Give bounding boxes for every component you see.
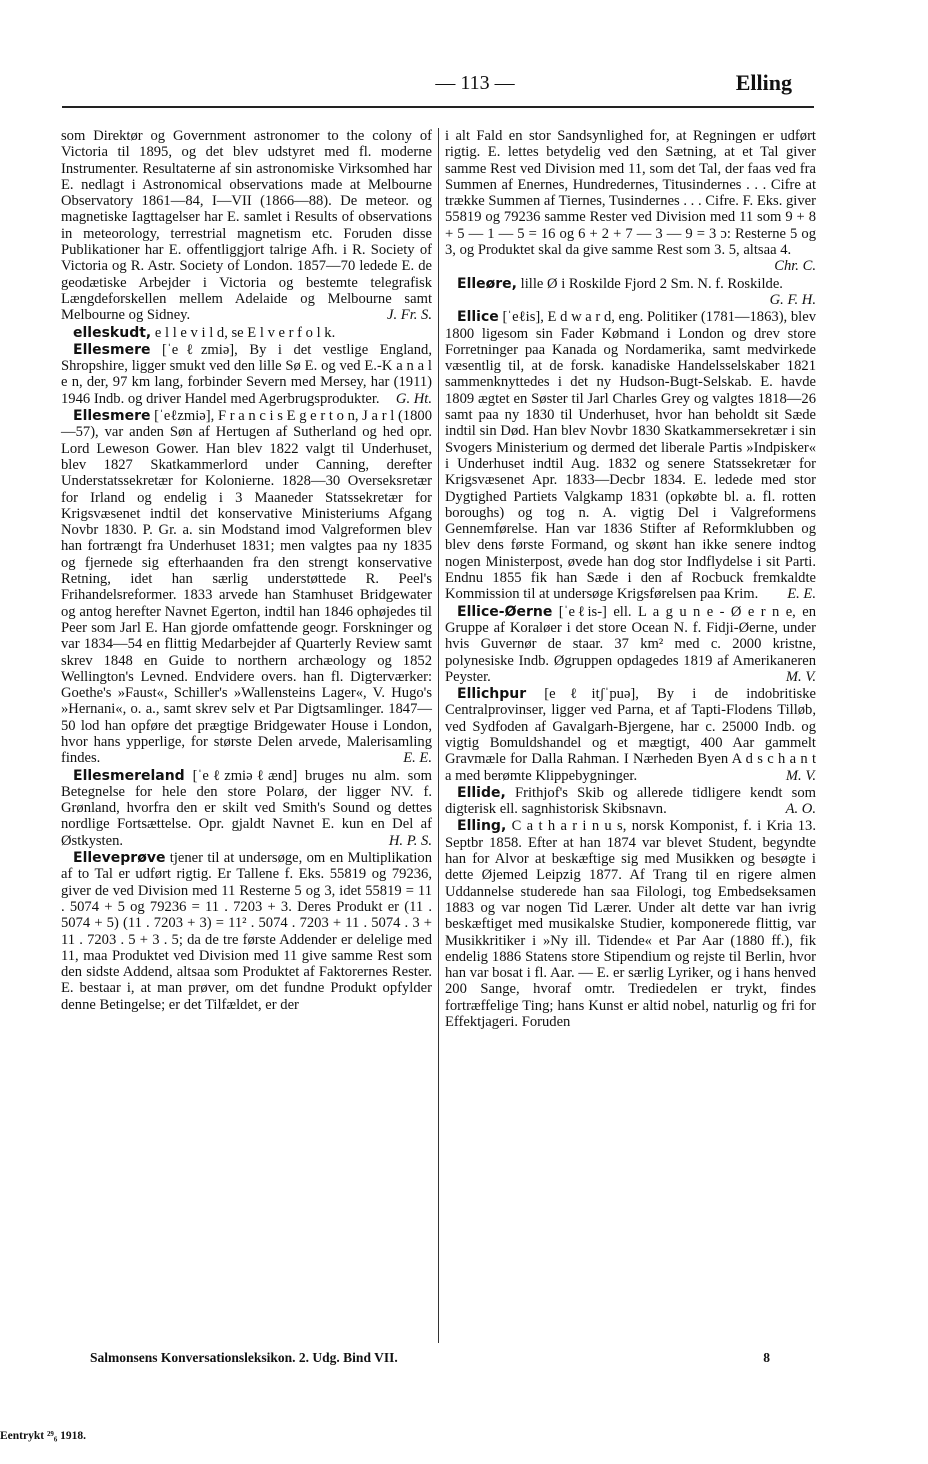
entry-text: som Direktør og Government astronomer to the colony of Victoria til 1895, og det blev udstyret med fl. moderne Instrumenter. Resultaterne af sin astronomiske Virksomhed har E. nedlagt i Astronomical observations made at Melbourne Observatory 1861—84, I—VII (1866—88). De meteor. og magnetiske Iagttagelser har E. samlet i Results of observations in meteorology, terrestrial magnetism etc. Foruden disse Publikationer har E. offentliggjort talrige Afh. i R. Society of Victoria og R. Astr. Society of London. 1857—70 ledede E. de geodætiske Arbejder i Victoria og bestemte telegrafisk Længdeforskellen mellem Adelaide og Melbourne samt Melbourne og Sidney. <box>61 128 432 324</box>
dictionary-entry <box>61 850 432 1013</box>
reprint-note: Eentrykt ²⁹₆ 1918. <box>0 1430 87 1442</box>
dictionary-entry <box>445 604 816 685</box>
author-signature: M. V. <box>785 668 816 685</box>
author-signature: J. Fr. S. <box>387 307 432 324</box>
dictionary-entry <box>445 309 816 602</box>
right-column <box>445 128 816 1030</box>
publication-line: Salmonsens Konversationsleksikon. 2. Udg. Bind VII. <box>90 1350 398 1365</box>
entry-text: [ˈeℓzmiəℓænd] bruges nu alm. som Betegnelse for hele den store Polarø, der ligger NV. f. Grønland, hvorfra den er skilt ved Smith's Sound og dettes nordlige Fortsættelse. Opr. gjaldt Navnet E. kun en Del af Østkysten. <box>61 767 432 849</box>
author-signature: A. O. <box>785 801 816 818</box>
entry-headword: Elleveprøve <box>73 850 166 867</box>
running-header <box>62 70 792 104</box>
dictionary-entry <box>445 276 816 309</box>
dictionary-entry <box>61 408 432 767</box>
dictionary-entry <box>61 768 432 849</box>
column-divider <box>438 128 439 1343</box>
entry-headword: Ellice <box>457 309 499 326</box>
entry-headword: Ellesmere <box>73 408 151 425</box>
entry-headword: Ellide, <box>457 784 506 801</box>
entry-text: C a t h a r i n u s, norsk Komponist, f. i Kria 13. Septbr 1858. Efter at han 1874 var blevet Student, begyndte han for Alvor at beskæftige sig med Musikken og besøgte i dette Øjemed Leipzig 1877. Af Trang til en rigere almen Uddannelse studerede han saa Filologi, tog Embedseksamen 1883 og var nogen Tid Lærer. Under alt dette var han ivrig beskæftiget med musikalske Studier, komponerede flittig, var Musikkritiker i »Ny ill. Tidende« et Par Aar (1880 ff.), fik endelig 1886 Statens store Stipendium og rejste til Berlin, hvor han var bosat i fl. Aar. — E. er særlig Lyriker, og i hans henved 200 Sange, hvoraf omtr. Trediedelen er trykt, findes fortræffelige Ting; hans Kunst er altid nobel, naturlig og fri for Effektjageri. Foruden <box>445 818 816 1031</box>
entry-continuation <box>445 128 816 275</box>
dictionary-entry <box>61 325 432 341</box>
dictionary-entry <box>445 686 816 784</box>
entry-text: i alt Fald en stor Sandsynlighed for, at Regningen er udført rigtig. E. lettes betydelig ved den Sætning, at et Tal giver samme Rest ved Division med 11, som det Tal, der faas ved fra Summen af Enernes, Hundredernes, Titusindernes . . . Cifre at trække Summen af Tiernes, Tusindernes . . . Cifre. F. Eks. giver 55819 og 79236 samme Rester ved Division med 11 som 9 + 8 + 5 — 1 — 5 = 16 og 6 + 2 + 7 — 3 — 9 = 3 ɔ: Resterne 5 og 3, og Produktet skal da give samme Rest som 3. 5, altsaa 4. <box>445 128 816 259</box>
dictionary-entry <box>445 818 816 1030</box>
author-signature: H. P. S. <box>388 832 432 849</box>
entry-continuation <box>61 128 432 324</box>
page-number: — 113 — <box>435 72 515 94</box>
entry-headword: Ellice-Øerne <box>457 603 553 620</box>
entry-text: [ˈeℓzmiə], By i det vestlige England, Shropshire, ligger smukt ved den lille Sø E. og ved E.-K a n a l e n, der, 97 km lang, forbinder Severn med Mersey, har (1911) 1946 Indb. og driver Handel med Agerbrugsprodukter. <box>61 341 433 407</box>
entry-text: [eℓitʃˈpuə], By i de indobritiske Centralprovinser, ligger ved Parna, et af Tapti-Flodens Tilløb, ved Sydfoden af Gavalgarh-Bjergene, har c. 25000 Indb. og vigtig Bomuldshandel og et mægtigt, 400 Aar gammelt Gravmæle for Dalla Rahman. I Nærheden Byen A d s c h a n t a med berømte Klippebygninger. <box>445 686 816 784</box>
author-signature: G. Ht. <box>395 390 432 407</box>
entry-headword: Elleøre, <box>457 275 517 292</box>
entry-headword: Elling, <box>457 818 507 835</box>
author-signature: Chr. C. <box>774 258 816 275</box>
header-rule <box>62 106 814 108</box>
entry-text: [ˈeℓzmiə], F r a n c i s E g e r t o n, J a r l (1800—57), var anden Søn af Hertugen af Sutherland og hed opr. Lord Leweson Gower. Han blev 1822 valgt til Underhuset, blev 1827 Skatkammerlord under Canning, derefter Understatssekretær for Kolonierne. 1828—30 Overseksretær for Irland og endelig i 3 Maaneder Statssekretær for Krigsvæsenet indtil det konservative Ministeriums Afgang Novbr 1830. P. Gr. a. sin Modstand imod Valgreformen blev han fortrængt fra Underhuset 1831; men valgtes paa ny 1835 og fjernede sig efterhaanden fra den strengt konservative Retning, idet han særlig understøttede R. Peel's Frihandelsreformer. 1833 arvede han Stamhuset Bridgewater og antog herefter Navnet Egerton, indtil han 1846 ophøjedes til Peer som Jarl E. Han gjorde omfattende geogr. Forskninger og var 1834—54 en flittig Medarbejder af Quarterly Review samt skrev 1848 en Guide to northern archæology og 1852 Wellington's Levned. Endvidere overs. han fl. Digterværker: Goethe's »Faust«, Schiller's »Wallensteins Lager«, V. Hugo's »Hernani«, o. a., samt skrev selv et Par Digtsamlinger. 1847—50 lod han opføre det prægtige Bridgewater House i London, hvor hans ypperlige, for største Delen arvede, Malerisamling findes. <box>61 408 432 767</box>
left-column <box>61 128 432 1013</box>
sheet-number: 8 <box>763 1350 770 1365</box>
dictionary-entry <box>61 342 432 407</box>
entry-text: [ˈeℓis], E d w a r d, eng. Politiker (1781—1863), blev 1800 ligesom sin Fader Købmand i London og drev store Forretninger paa Kanada og Nordamerika, samt medvirkede væsentlig til, at de forsk. kanadiske Handelsselskaber 1821 sammenknyttedes i det ny Hudson-Bugt-Selskab. E. havde 1809 ægtet en Søster til Jarl Charles Grey og valgtes 1818—26 samt paa ny 1830 til Underhuset, hvor han beholdt sit Sæde indtil sin Død. Han blev Novbr 1830 Skatkammersekretær i sin Svogers Ministerium og dermed det liberale Partis »Indpisker« i Underhuset indtil Aug. 1832 og senere Statssekretær for Krigsvæsenet Apr. 1833—Decbr 1834. E. ledede med stor Dygtighed Partiets Valgkamp 1831 (opkøbte bl. a. fl. rotten boroughs) og tog n. A. vigtig Del i Valgreformens Gennemførelse. Han var 1836 Stifter af Reformklubben og blev dens første Formand, og skønt han ikke senere indtog nogen Ministerpost, øvede han dog stor Indflydelse i sit Parti. Endnu 1855 fik han Sæde i den af Rocbuck fremkaldte Kommission til at undersøge Krigsførelsen paa Krim. <box>445 309 816 603</box>
entry-text: Frithjof's Skib og allerede tidligere kendt som digterisk ell. sagnhistorisk Skibsnavn. <box>445 784 816 818</box>
entry-headword: elleskudt, <box>73 324 152 341</box>
entry-headword: Ellesmereland <box>73 767 185 784</box>
entry-text: lille Ø i Roskilde Fjord 2 Sm. N. f. Roskilde. <box>520 275 783 292</box>
author-signature: M. V. <box>785 767 816 784</box>
running-headword: Elling <box>735 70 792 95</box>
entry-text: [ˈeℓis-] ell. L a g u n e - Ø e r n e, en Gruppe af Koraløer i det store Ocean N. f. Fidji-Øerne, under hvis Guvernør de staar. 37 km² med c. 2000 kristne, polynesiske Indb. Øgruppen opdagedes 1819 af Amerikaneren Peyster. <box>445 603 817 685</box>
author-signature: E. E. <box>403 750 432 767</box>
entry-headword: Ellichpur <box>457 686 527 703</box>
author-signature: E. E. <box>787 586 816 603</box>
entry-text: e l l e v i l d, se E l v e r f o l k. <box>154 324 336 341</box>
entry-headword: Ellesmere <box>73 341 151 358</box>
entry-text: tjener til at undersøge, om en Multiplikation af to Tal er udført rigtig. Er Tallene f. Eks. 55819 og 79236, giver de ved Division med 11 Resterne 5 og 3, idet 55819 = 11 . 5074 + 5 og 79236 = 11 . 7203 + 3. Deres Produkt er (11 . 5074 + 5) (11 . 7203 + 3) = 11² . 5074 . 7203 + 11 . 5074 . 3 + 11 . 7203 . 5 + 3 . 5; da de tre første Addender er delelige med 11, maa Produktet ved Division med 11 give samme Rest som den sidste Addend, altsaa som Produktet af Faktorernes Rester. E. bestaar i, at man prøver, om det fundne Produkt opfylder denne Betingelse; er det Tilfældet, er der <box>61 850 432 1013</box>
dictionary-entry <box>445 785 816 818</box>
page-footer <box>90 1350 770 1366</box>
author-signature: G. F. H. <box>769 291 816 308</box>
